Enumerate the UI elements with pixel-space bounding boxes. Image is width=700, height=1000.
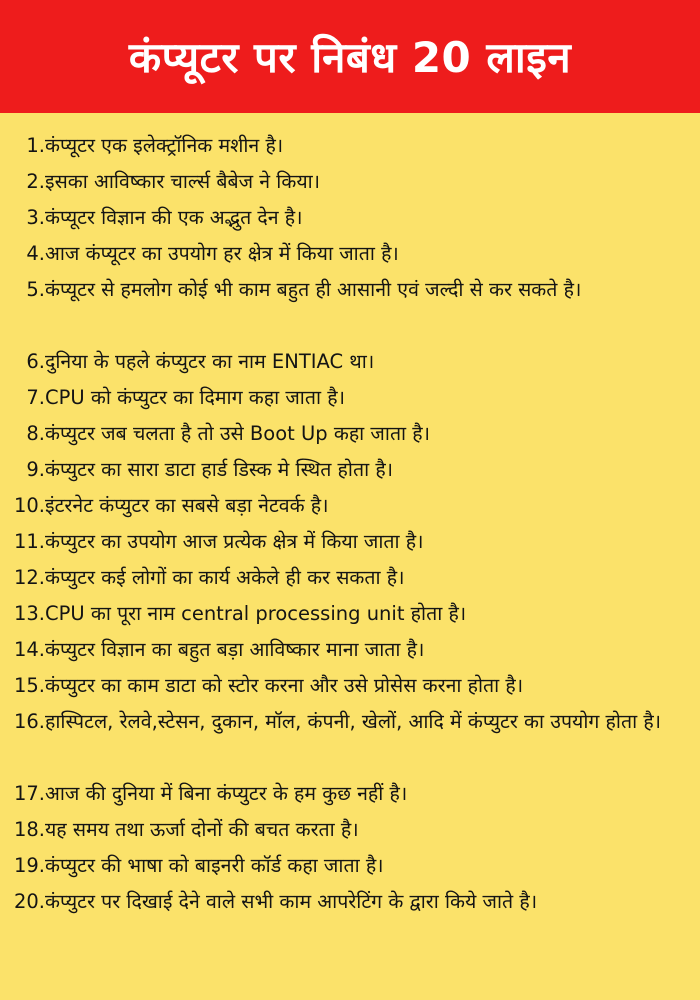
item-text: CPU को कंप्युटर का दिमाग कहा जाता है। (45, 386, 345, 409)
item-number: 14. (13, 638, 45, 661)
item-text: दुनिया के पहले कंप्युटर का नाम ENTIAC था। (45, 350, 375, 373)
item-text: कंप्युटर की भाषा को बाइनरी कॉर्ड कहा जाता है। (45, 854, 384, 877)
item-text: CPU का पूरा नाम central processing unit होता है। (45, 602, 467, 625)
list-item (0, 884, 700, 920)
list-item (0, 416, 700, 452)
item-number: 12. (13, 566, 45, 589)
item-number: 4. (26, 242, 45, 265)
list-item (0, 848, 700, 884)
item-number: 3. (26, 206, 45, 229)
item-text: कंप्युटर का उपयोग आज प्रत्येक क्षेत्र में किया जाता है। (45, 530, 424, 553)
list-item (0, 128, 700, 164)
item-number: 1. (26, 134, 45, 157)
item-number: 7. (26, 386, 45, 409)
item-text: कंप्युटर का काम डाटा को स्टोर करना और उसे प्रोसेस करना होता है। (45, 674, 524, 697)
item-number: 10. (13, 494, 45, 517)
list-item (0, 236, 700, 272)
page-title: कंप्यूटर पर निबंध 20 लाइन (128, 33, 572, 82)
title-banner (0, 0, 700, 113)
list-item (0, 452, 700, 488)
list-item (0, 560, 700, 596)
item-number: 17. (13, 782, 45, 805)
item-number: 20. (13, 890, 45, 913)
list-item (0, 812, 700, 848)
item-text: कंप्युटर पर दिखाई देने वाले सभी काम आपरेटिंग के द्वारा किये जाते है। (45, 890, 538, 913)
essay-list (0, 128, 700, 920)
item-text: कंप्यूटर से हमलोग कोई भी काम बहुत ही आसानी एवं जल्दी से कर सकते है। (45, 278, 582, 301)
list-item (0, 704, 700, 776)
item-text: कंप्युटर जब चलता है तो उसे Boot Up कहा जाता है। (45, 422, 431, 445)
item-text: आज कंप्यूटर का उपयोग हर क्षेत्र में किया जाता है। (45, 242, 399, 265)
item-text: कंप्यूटर विज्ञान की एक अद्भुत देन है। (45, 206, 303, 229)
list-item (0, 272, 700, 344)
item-number: 5. (26, 278, 45, 301)
item-number: 2. (26, 170, 45, 193)
item-number: 16. (13, 710, 45, 733)
list-item (0, 200, 700, 236)
item-number: 19. (13, 854, 45, 877)
item-text: कंप्युटर का सारा डाटा हार्ड डिस्क मे स्थित होता है। (45, 458, 394, 481)
item-number: 11. (13, 530, 45, 553)
item-number: 13. (13, 602, 45, 625)
list-item (0, 668, 700, 704)
item-text: यह समय तथा ऊर्जा दोनों की बचत करता है। (45, 818, 359, 841)
item-text: कंप्यूटर एक इलेक्ट्रॉनिक मशीन है। (45, 134, 284, 157)
item-text: आज की दुनिया में बिना कंप्युटर के हम कुछ नहीं है। (45, 782, 408, 805)
list-item (0, 344, 700, 380)
item-number: 8. (26, 422, 45, 445)
list-item (0, 524, 700, 560)
list-item (0, 776, 700, 812)
item-number: 18. (13, 818, 45, 841)
item-text: कंप्युटर विज्ञान का बहुत बड़ा आविष्कार माना जाता है। (45, 638, 425, 661)
list-item (0, 380, 700, 416)
item-number: 15. (13, 674, 45, 697)
item-text: कंप्युटर कई लोगों का कार्य अकेले ही कर सकता है। (45, 566, 405, 589)
item-number: 9. (26, 458, 45, 481)
list-item (0, 488, 700, 524)
item-text: इसका आविष्कार चार्ल्स बैबेज ने किया। (45, 170, 321, 193)
item-text: इंटरनेट कंप्युटर का सबसे बड़ा नेटवर्क है। (45, 494, 329, 517)
list-item (0, 164, 700, 200)
list-item (0, 596, 700, 632)
item-number: 6. (26, 350, 45, 373)
list-item (0, 632, 700, 668)
item-text: हास्पिटल, रेलवे,स्टेसन, दुकान, मॉल, कंपनी, खेलों, आदि में कंप्युटर का उपयोग होता है। (45, 710, 662, 733)
